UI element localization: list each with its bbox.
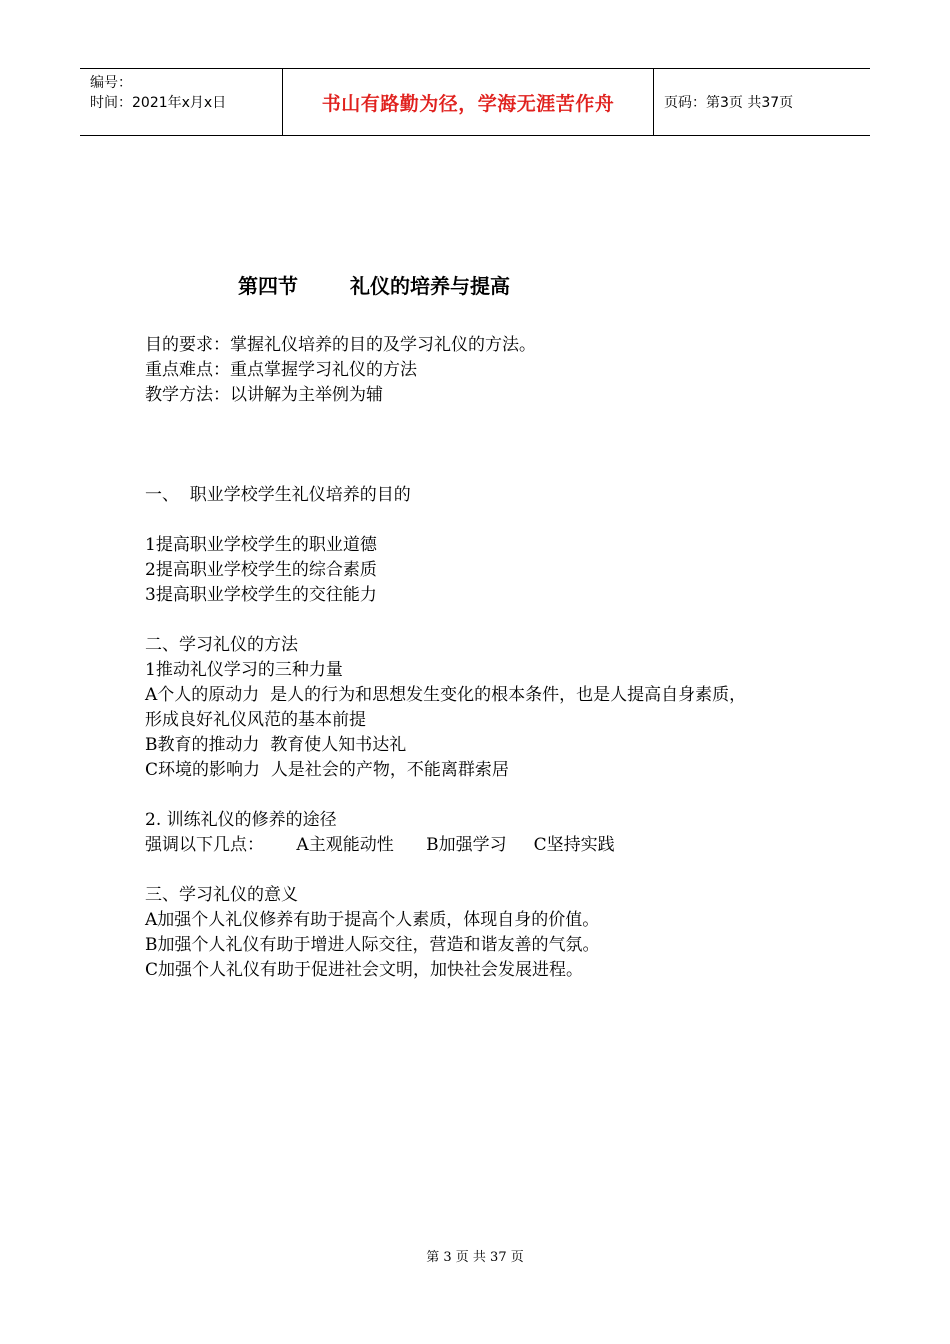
list-item: 3提高职业学校学生的交往能力 — [145, 585, 377, 605]
intro-goal: 目的要求：掌握礼仪培养的目的及学习礼仪的方法。 — [145, 335, 536, 355]
section-name: 礼仪的培养与提高 — [350, 274, 510, 298]
list-item: 形成良好礼仪风范的基本前提 — [145, 710, 366, 730]
part2-emphasis: 强调以下几点： A主观能动性 B加强学习 C坚持实践 — [145, 835, 615, 855]
header-motto-cell — [282, 69, 654, 135]
list-item: B教育的推动力 教育使人知书达礼 — [145, 735, 407, 755]
header-meta — [80, 69, 282, 135]
list-item: 1提高职业学校学生的职业道德 — [145, 535, 377, 555]
header-page-info: 页码：第3页 共37页 — [664, 95, 794, 111]
part1-heading: 一、 职业学校学生礼仪培养的目的 — [145, 485, 411, 505]
part2-heading: 二、学习礼仪的方法 — [145, 635, 298, 655]
document-body — [145, 333, 835, 983]
header-page-cell — [654, 69, 870, 135]
doc-number-label: 编号： — [90, 75, 132, 91]
list-item: A个人的原动力 是人的行为和思想发生变化的根本条件，也是人提高自身素质， — [145, 685, 747, 705]
section-number: 第四节 — [238, 274, 298, 298]
page-header — [80, 68, 870, 136]
part2-sub1: 1推动礼仪学习的三种力量 — [145, 660, 343, 680]
list-item: 2提高职业学校学生的综合素质 — [145, 560, 377, 580]
list-item: B加强个人礼仪有助于增进人际交往，营造和谐友善的气氛。 — [145, 935, 600, 955]
list-item: C加强个人礼仪有助于促进社会文明，加快社会发展进程。 — [145, 960, 584, 980]
doc-time-label: 时间：2021年x月x日 — [90, 95, 227, 111]
intro-method: 教学方法：以讲解为主举例为辅 — [145, 385, 383, 405]
intro-focus: 重点难点：重点掌握学习礼仪的方法 — [145, 360, 417, 380]
header-motto: 书山有路勤为径，学海无涯苦作舟 — [321, 92, 615, 115]
list-item: C环境的影响力 人是社会的产物，不能离群索居 — [145, 760, 509, 780]
page-footer: 第 3 页 共 37 页 — [426, 1250, 524, 1265]
section-title — [238, 270, 510, 299]
part2-sub2: 2. 训练礼仪的修养的途径 — [145, 810, 337, 830]
list-item: A加强个人礼仪修养有助于提高个人素质，体现自身的价值。 — [145, 910, 600, 930]
part3-heading: 三、学习礼仪的意义 — [145, 885, 298, 905]
